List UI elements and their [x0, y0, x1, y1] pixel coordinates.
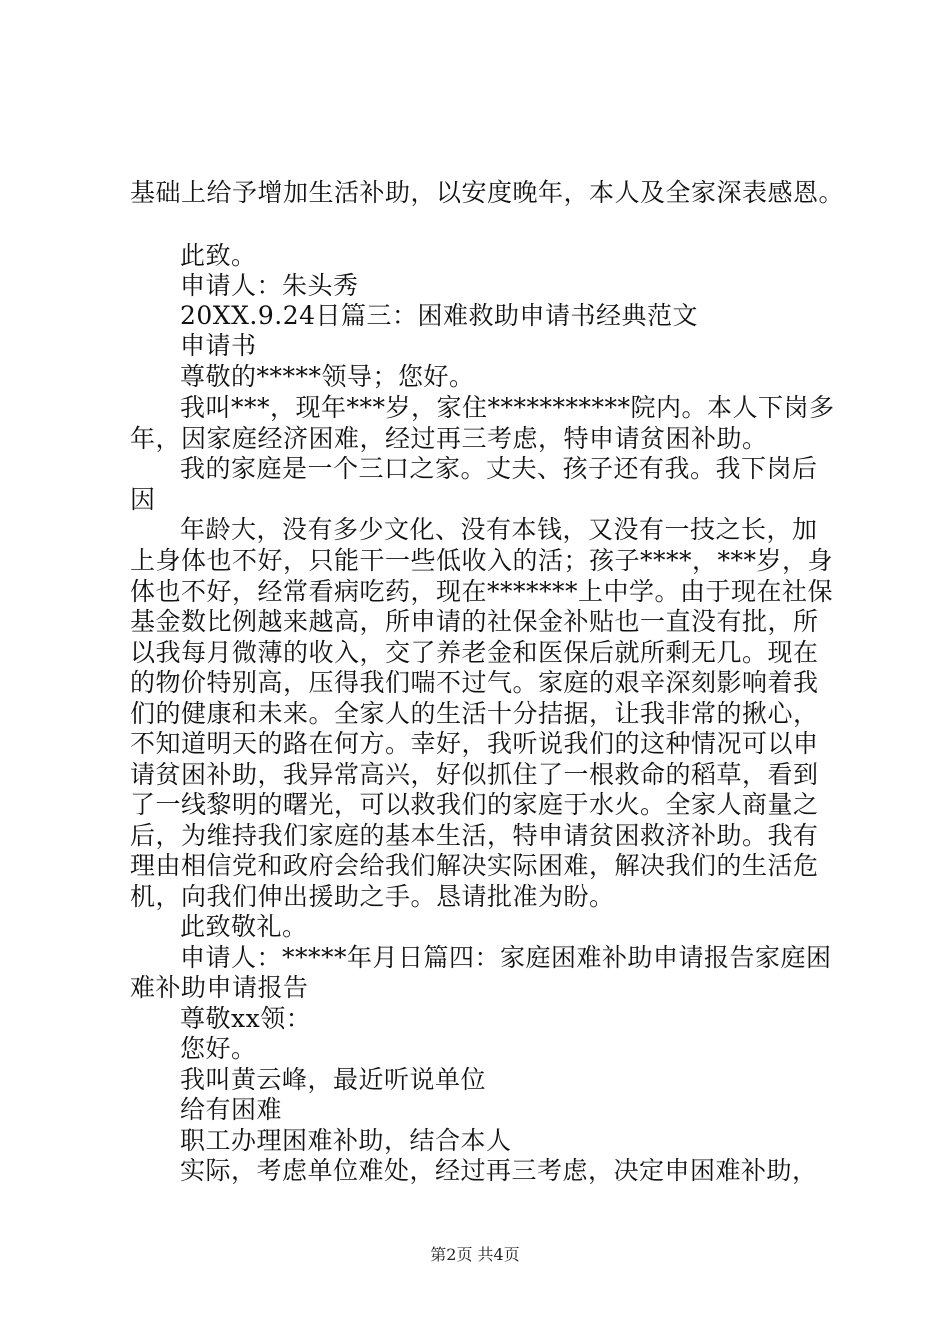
text-line: 20XX.9.24日篇三：困难救助申请书经典范文	[180, 301, 699, 330]
text-line: 申请人：*****年月日篇四：家庭困难补助申请报告家庭困	[180, 943, 832, 972]
text-line: 不知道明天的路在何方。幸好，我听说我们的这种情况可以申	[130, 729, 819, 758]
page-number-footer: 第2页 共4页	[430, 1245, 520, 1264]
text-line: 了一线黎明的曙光，可以救我们的家庭于水火。全家人商量之	[130, 790, 819, 819]
text-line: 此致敬礼。	[180, 912, 308, 941]
text-line: 体也不好，经常看病吃药，现在*******上中学。由于现在社保	[130, 577, 834, 606]
text-line: 尊敬的*****领导；您好。	[180, 362, 475, 391]
text-line: 此致。	[180, 241, 257, 270]
text-line: 年，因家庭经济困难，经过再三考虑，特申请贫困补助。	[130, 424, 768, 453]
text-line: 的物价特别高，压得我们喘不过气。家庭的艰辛深刻影响着我	[130, 668, 819, 697]
text-line: 们的健康和未来。全家人的生活十分拮据，让我非常的揪心，	[130, 699, 819, 728]
text-line: 基金数比例越来越高，所申请的社保金补贴也一直没有批，所	[130, 607, 819, 636]
text-line: 实际，考虑单位难处，经过再三考虑，决定申困难补助，	[180, 1156, 818, 1185]
text-line: 职工办理困难补助，结合本人	[180, 1126, 512, 1155]
text-line: 我叫***，现年***岁，家住***********院内。本人下岗多	[180, 393, 835, 422]
text-line: 尊敬xx领：	[180, 1004, 312, 1033]
text-line: 基础上给予增加生活补助，以安度晚年，本人及全家深表感恩。	[130, 178, 845, 207]
text-line: 年龄大，没有多少文化、没有本钱，又没有一技之长，加	[180, 515, 818, 544]
text-line: 以我每月微薄的收入，交了养老金和医保后就所剩无几。现在	[130, 638, 819, 667]
text-line: 理由相信党和政府会给我们解决实际困难，解决我们的生活危	[130, 851, 819, 880]
text-line: 上身体也不好，只能干一些低收入的活；孩子****，***岁，身	[130, 546, 834, 575]
text-line: 我叫黄云峰，最近听说单位	[180, 1065, 487, 1094]
text-line: 机，向我们伸出援助之手。恳请批准为盼。	[130, 882, 615, 911]
text-line: 我的家庭是一个三口之家。丈夫、孩子还有我。我下岗后	[180, 454, 818, 483]
text-line: 申请书	[180, 331, 257, 360]
text-line: 申请人：朱头秀	[180, 271, 359, 300]
text-line: 您好。	[180, 1034, 257, 1063]
text-line: 给有困难	[180, 1095, 283, 1124]
text-line: 请贫困补助，我异常高兴，好似抓住了一根救命的稻草，看到	[130, 760, 819, 789]
text-line: 后，为维持我们家庭的基本生活，特申请贫困救济补助。我有	[130, 821, 819, 850]
text-line: 因	[130, 485, 156, 514]
text-line: 难补助申请报告	[130, 973, 309, 1002]
